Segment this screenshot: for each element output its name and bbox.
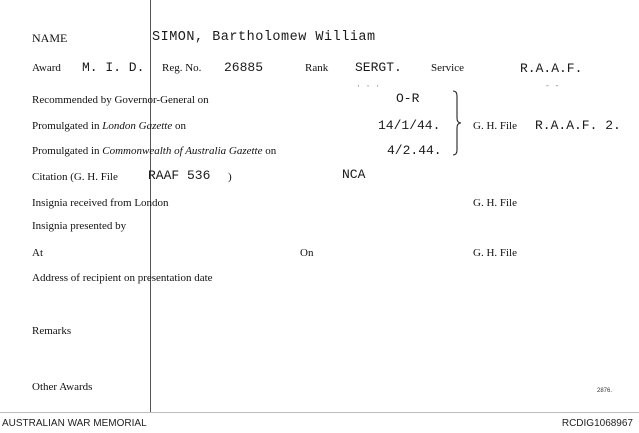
name-label: NAME <box>32 31 68 45</box>
typewriter-speck: - - <box>545 82 560 91</box>
address-label: Address of recipient on presentation date <box>32 272 213 284</box>
reg-no-value: 26885 <box>224 60 264 75</box>
insignia-presented-label: Insignia presented by <box>32 220 127 232</box>
recommended-label: Recommended by Governor-General on <box>32 94 209 106</box>
award-value: M. I. D. <box>82 60 145 75</box>
brace-bracket <box>451 90 465 156</box>
gh-file-value: R.A.A.F. 2. <box>535 118 621 133</box>
other-awards-label: Other Awards <box>32 381 93 393</box>
name-value: SIMON, Bartholomew William <box>152 30 376 45</box>
gh-file-label: G. H. File <box>473 247 517 259</box>
promulgated-commonwealth-label: Promulgated in Commonwealth of Australia Gazette on <box>32 145 277 157</box>
recommended-value: O-R <box>396 91 420 106</box>
footer-institution: AUSTRALIAN WAR MEMORIAL <box>2 418 147 429</box>
promulgated-commonwealth-value: 4/2.44. <box>387 143 442 158</box>
citation-nca: NCA <box>342 167 366 182</box>
service-label: Service <box>431 62 464 74</box>
form-number: 2876. <box>597 388 613 394</box>
promulgated-london-label: Promulgated in London Gazette on <box>32 120 187 132</box>
typewriter-speck: · · · <box>356 82 381 91</box>
footer-record-id: RCDIG1068967 <box>561 418 633 429</box>
citation-label: Citation (G. H. File <box>32 171 118 183</box>
rank-value: SERGT. <box>355 60 402 75</box>
service-value: R.A.A.F. <box>520 61 583 76</box>
gh-file-label: G. H. File <box>473 197 517 209</box>
remarks-label: Remarks <box>32 325 72 337</box>
gh-file-label: G. H. File <box>473 120 517 132</box>
at-label: At <box>32 247 43 259</box>
on-label: On <box>300 247 314 259</box>
rank-label: Rank <box>305 62 329 74</box>
reg-no-label: Reg. No. <box>162 62 202 74</box>
citation-close: ) <box>228 171 232 183</box>
footer-bar <box>0 412 639 433</box>
promulgated-london-value: 14/1/44. <box>378 118 441 133</box>
insignia-received-label: Insignia received from London <box>32 197 169 209</box>
citation-value: RAAF 536 <box>148 168 211 183</box>
award-label: Award <box>32 62 61 74</box>
